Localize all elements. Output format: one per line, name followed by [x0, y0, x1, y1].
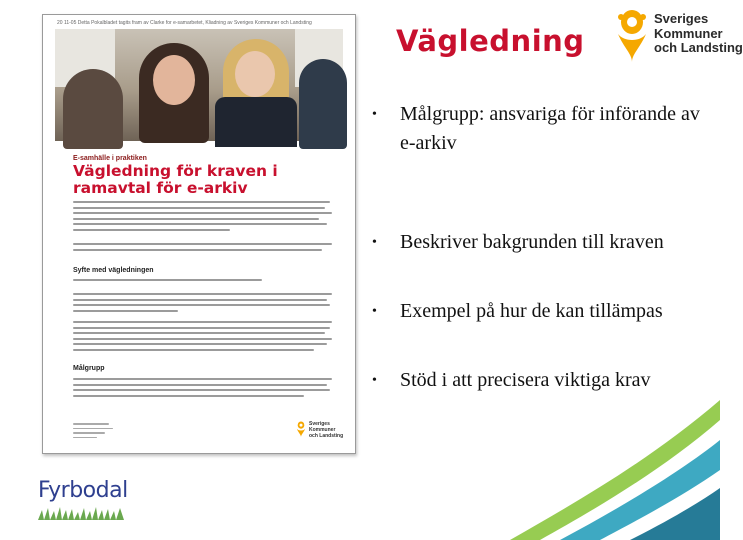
document-subheading: Syfte med vägledningen	[73, 267, 154, 274]
bullet-item	[372, 228, 712, 257]
slide-title: Vägledning	[396, 24, 585, 58]
document-skl-text	[309, 421, 343, 439]
document-paragraph	[73, 378, 335, 400]
document-paragraph	[73, 321, 335, 355]
photo-face	[235, 51, 275, 97]
skl-logo	[612, 8, 743, 62]
document-header: 20 11-05 Detta Pokalbladet tagits fram av Clarke for e-samarbetet, Kliadning av Sveriges Kommuner och Landsting	[57, 20, 312, 26]
photo-person	[299, 59, 347, 149]
bullet-glyph: •	[372, 304, 377, 319]
bullet-item	[372, 297, 712, 326]
skl-logo-line: Kommuner	[654, 25, 723, 41]
photo-jacket	[215, 97, 297, 147]
skl-logo-line: Sveriges	[654, 11, 709, 26]
bullet-text: Målgrupp: ansvariga för införande av e-arkiv	[400, 103, 700, 154]
bullet-glyph: •	[372, 107, 377, 122]
skl-logo-text	[654, 12, 743, 56]
bullet-glyph: •	[372, 235, 377, 250]
document-skl-line: Sveriges	[309, 421, 330, 427]
fyrbodal-logo	[38, 472, 128, 518]
document-footer	[73, 423, 113, 441]
document-heading: Vägledning för kraven i ramavtal för e-arkiv	[73, 162, 278, 197]
document-label: E-samhälle i praktiken	[73, 155, 147, 162]
document-subheading: Målgrupp	[73, 365, 105, 372]
document-skl-line: och Landsting	[309, 433, 344, 439]
photo-person	[63, 69, 123, 149]
bullet-text: Stöd i att precisera viktiga krav	[400, 369, 651, 391]
document-paragraph	[73, 279, 335, 285]
document-skl-line: Kommuner	[309, 427, 336, 433]
document-paragraph	[73, 201, 335, 235]
document-thumbnail	[42, 14, 356, 454]
bullet-text: Beskriver bakgrunden till kraven	[400, 231, 664, 253]
bullet-text: Exempel på hur de kan tillämpas	[400, 300, 663, 322]
document-photo	[55, 29, 343, 141]
document-skl-logo	[295, 419, 351, 449]
skl-emblem-icon	[295, 419, 307, 439]
document-paragraph	[73, 243, 335, 254]
skl-emblem-icon	[612, 8, 652, 62]
photo-face	[153, 55, 195, 105]
bullet-list	[372, 100, 712, 391]
skl-logo-line: och Landsting	[654, 40, 743, 55]
grass-icon	[38, 506, 124, 520]
bullet-item	[372, 100, 712, 158]
fyrbodal-logo-text: Fyrbodal	[38, 478, 128, 503]
bullet-glyph: •	[372, 373, 377, 388]
decorative-swoosh	[500, 380, 720, 540]
document-paragraph	[73, 293, 335, 315]
